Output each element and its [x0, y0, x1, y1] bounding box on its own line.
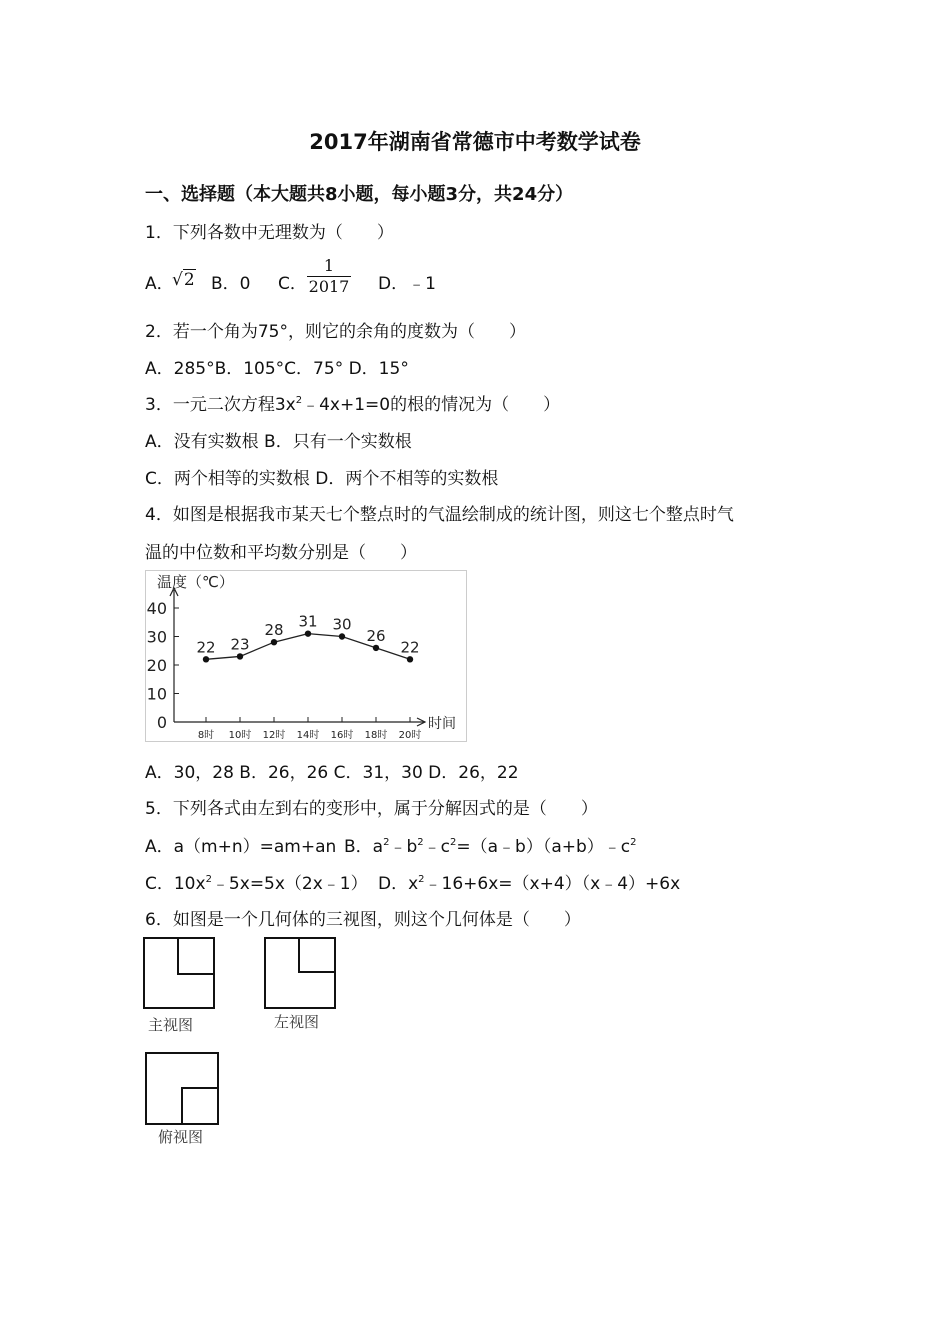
q1-option-a-sqrt: √2 [172, 270, 195, 290]
q5-option-d [378, 869, 680, 894]
q5-b-part1: B．a [344, 837, 384, 857]
q2-stem: 2．若一个角为75°，则它的余角的度数为（ ） [145, 322, 526, 342]
q5-d-exp: 2 [418, 874, 425, 885]
x-tick-label: 18时 [364, 730, 388, 741]
x-tick-label: 10时 [228, 730, 252, 741]
temperature-line-chart [145, 570, 470, 745]
x-tick-label: 16时 [330, 730, 354, 741]
q5-c-exp: 2 [205, 874, 212, 885]
q1-option-c-prefix: C． [278, 274, 307, 294]
data-label: 30 [332, 615, 352, 634]
q5-c-part1: C．10x [145, 874, 206, 894]
q5-option-b [344, 832, 637, 857]
data-point [339, 633, 345, 639]
q3-stem-pre: 3．一元二次方程3x [145, 395, 296, 415]
q5-stem: 5．下列各式由左到右的变形中，属于分解因式的是（ ） [145, 799, 598, 819]
q5-option-a: A．a（m+n）=am+an [145, 837, 337, 857]
y-tick-label: 40 [146, 599, 167, 618]
q3-exponent: 2 [295, 395, 303, 406]
x-tick-label: 12时 [262, 730, 286, 741]
q6-stem: 6．如图是一个几何体的三视图，则这个几何体是（ ） [145, 910, 581, 930]
front-view-label: 主视图 [148, 1016, 194, 1034]
q1-option-a-prefix: A． [145, 274, 174, 294]
data-label: 22 [400, 638, 420, 657]
q4-options: A．30，28 B．26，26 C．31，30 D．26，22 [145, 763, 519, 783]
q1-option-d: D．﹣1 [378, 274, 436, 294]
front-view-inner-square [178, 938, 214, 974]
fraction-numerator: 1 [323, 256, 335, 275]
data-point [407, 656, 413, 662]
q1-option-b: B．0 [211, 274, 251, 294]
q5-b-part4: =（a﹣b）（a+b）﹣c [456, 837, 631, 857]
x-axis-title: 时间 [428, 716, 456, 732]
top-view-inner-square [182, 1088, 218, 1124]
q1-radicand: 2 [183, 270, 195, 290]
y-tick-label: 0 [156, 713, 167, 732]
q1-option-c-fraction [307, 257, 351, 296]
data-label: 31 [298, 612, 318, 631]
front-view-figure [143, 937, 218, 1012]
q4-stem-line1: 4．如图是根据我市某天七个整点时的气温绘制成的统计图，则这七个整点时气 [145, 505, 734, 525]
q5-option-c [145, 869, 368, 894]
y-axis-title: 温度（℃） [157, 573, 234, 591]
x-tick-label: 14时 [296, 730, 320, 741]
q5-d-part1: D．x [378, 874, 419, 894]
q1-stem: 1．下列各数中无理数为（ ） [145, 223, 394, 243]
q5-b-exp2: 2 [417, 837, 424, 848]
q5-b-exp3: 2 [450, 837, 457, 848]
left-view-inner-square [299, 938, 335, 972]
top-view-figure [145, 1052, 220, 1127]
q5-b-exp1: 2 [383, 837, 390, 848]
section-heading: 一、选择题（本大题共8小题，每小题3分，共24分） [145, 184, 574, 205]
q3-options-ab: A．没有实数根 B．只有一个实数根 [145, 432, 412, 452]
q5-b-exp4: 2 [630, 837, 637, 848]
fraction-denominator: 2017 [308, 277, 350, 296]
y-tick-label: 20 [146, 656, 167, 675]
y-tick-label: 30 [146, 627, 167, 647]
data-point [237, 653, 243, 659]
data-point [271, 639, 277, 645]
q5-d-part2: ﹣16+6x=（x+4）（x﹣4）+6x [424, 874, 681, 894]
q3-options-cd: C．两个相等的实数根 D．两个不相等的实数根 [145, 469, 499, 489]
x-tick-label: 20时 [398, 730, 422, 741]
y-tick-label: 10 [146, 684, 167, 704]
data-point [203, 656, 209, 662]
data-point [305, 630, 311, 636]
q2-options: A．285°B．105°C．75° D．15° [145, 359, 409, 379]
q5-b-part3: ﹣c [423, 837, 450, 857]
left-view-figure [264, 937, 339, 1012]
q5-b-part2: ﹣b [389, 837, 418, 857]
data-label: 28 [264, 621, 284, 640]
data-label: 26 [366, 626, 386, 645]
q3-stem [145, 390, 560, 415]
page-title: 2017年湖南省常德市中考数学试卷 [309, 130, 641, 154]
data-point [373, 645, 379, 651]
top-view-label: 俯视图 [158, 1128, 204, 1146]
left-view-label: 左视图 [274, 1013, 320, 1031]
x-tick-label: 8时 [197, 730, 215, 741]
q3-stem-post: ﹣4x+1=0的根的情况为（ ） [302, 395, 561, 415]
data-label: 23 [230, 635, 250, 654]
q4-stem-line2: 温的中位数和平均数分别是（ ） [145, 543, 417, 563]
data-label: 22 [196, 638, 216, 657]
q5-c-part2: ﹣5x=5x（2x﹣1） [211, 874, 368, 894]
